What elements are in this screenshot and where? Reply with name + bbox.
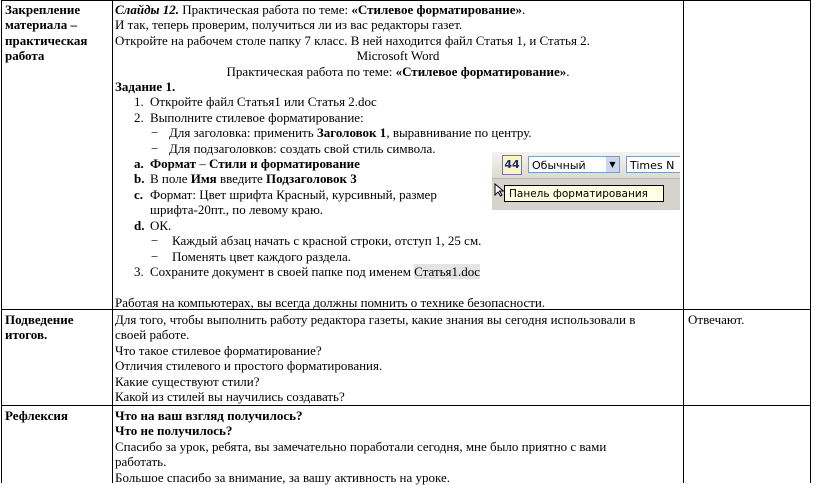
letter-text-bold: Имя <box>190 171 217 187</box>
row3-label-line: Рефлексия <box>5 408 68 423</box>
program-name: Microsoft Word <box>356 48 440 64</box>
practical-title-topic: «Стилевое форматирование» <box>395 63 567 79</box>
summary-line: своей работе. <box>115 327 190 343</box>
column-divider-2 <box>683 0 684 483</box>
table-border-left <box>1 0 2 483</box>
practical-title-end: . <box>566 63 570 79</box>
letter-text: Стили и форматирование <box>209 156 360 172</box>
toolbar-strip <box>492 152 680 179</box>
letter-text-bold: Подзаголовок 3 <box>266 171 357 187</box>
letter-text: ОК. <box>150 217 172 233</box>
dash-item <box>115 249 681 264</box>
reflection-question: Что на ваш взгляд получилось? <box>115 408 303 423</box>
dash-text: Для заголовка: применить <box>169 125 317 141</box>
chevron-down-icon[interactable]: ▼ <box>606 157 619 172</box>
dash-bullet: − <box>151 248 159 264</box>
highlighted-filename: Статья1.doc <box>414 263 481 279</box>
slides-line <box>115 2 681 17</box>
practical-title <box>115 64 681 79</box>
list-item <box>115 110 681 125</box>
list-number: 2. <box>134 109 144 125</box>
dash-text: , выравнивание по центру. <box>386 125 532 141</box>
list-item <box>115 264 681 279</box>
toolbar-tooltip: Панель форматирования <box>504 185 664 202</box>
letter-marker: a. <box>134 156 144 172</box>
row1-label-line: Закрепление <box>5 2 81 17</box>
safety-note: Работая на компьютерах, вы всегда должны помнить о технике безопасности. <box>115 294 546 310</box>
font-combo[interactable] <box>626 156 680 173</box>
dash-text: Поменять цвет каждого раздела. <box>172 248 351 264</box>
slides-end: . <box>521 2 526 17</box>
dash-bullet: − <box>151 125 159 141</box>
row2-right: Отвечают. <box>688 312 745 327</box>
reflection-line: Спасибо за урок, ребята, вы замечательно поработали сегодня, мне было приятно с вами <box>115 438 607 454</box>
slides-label: Слайды 12. <box>115 2 180 17</box>
dash-bullet: − <box>151 140 159 156</box>
row2-label <box>5 312 111 343</box>
letter-marker: d. <box>134 217 145 233</box>
dash-text: Для подзаголовков: создать свой стиль символа. <box>169 140 436 156</box>
style-combo-value: Обычный <box>532 159 586 172</box>
reflection-question: Что не получилось? <box>115 423 233 439</box>
summary-line: Какие существуют стили? <box>115 373 260 389</box>
letter-text: Формат: Цвет шрифта Красный, курсивный, размер <box>150 186 437 202</box>
table-border-top <box>1 0 811 1</box>
row2-label-line: Подведение <box>5 312 74 327</box>
row2-content <box>115 312 681 404</box>
letter-text: В поле <box>150 171 191 187</box>
dash-text-bold: Заголовок 1 <box>316 125 387 141</box>
dash-text: Каждый абзац начать с красной строки, отступ 1, 25 см. <box>172 233 482 249</box>
list-text: Сохраните документ в своей папке под именем <box>150 263 415 279</box>
reflection-line: работать. <box>115 454 167 470</box>
dash-item <box>115 125 681 140</box>
letter-text: – <box>196 156 210 172</box>
list-item <box>115 94 681 109</box>
row1-label-line: материала – <box>5 17 77 33</box>
letter-text: Формат <box>150 156 197 172</box>
summary-line: Для того, чтобы выполнить работу редактора газеты, какие знания вы сегодня использовали в <box>115 312 636 327</box>
row3-content <box>115 408 681 485</box>
intro-line: И так, теперь проверим, получиться ли из вас редакторы газет. <box>115 17 463 33</box>
letter-text: введите <box>216 171 267 187</box>
formatting-toolbar-picture <box>492 152 680 210</box>
task-title: Задание 1. <box>115 79 176 95</box>
letter-marker: c. <box>134 186 144 202</box>
practical-title-text: Практическая работа по теме: <box>226 63 396 79</box>
style-combo[interactable] <box>528 156 620 173</box>
dash-bullet: − <box>151 233 159 249</box>
list-number: 3. <box>134 263 144 279</box>
row1-label-line: практическая <box>5 32 88 48</box>
letter-text: шрифта-20пт., по левому краю. <box>150 202 324 218</box>
letter-item <box>115 218 681 233</box>
row2-label-line: итогов. <box>5 327 48 343</box>
spacer-line <box>115 279 681 294</box>
list-text: Выполните стилевое форматирование: <box>150 109 364 125</box>
list-text: Откройте файл Статья1 или Статья 2.doc <box>150 94 377 110</box>
styles-pane-icon[interactable]: 44 <box>502 155 522 175</box>
row1-label <box>5 2 111 64</box>
reflection-line: Большое спасибо за внимание, за вашу активность на уроке. <box>115 469 451 485</box>
row3-label <box>5 408 111 423</box>
row-divider-2 <box>1 405 811 406</box>
summary-line: Отличия стилевого и простого форматирования. <box>115 358 383 374</box>
slides-text: Практическая работа по теме: <box>179 2 352 17</box>
slides-topic: «Стилевое форматирование» <box>351 2 522 17</box>
summary-line: Какой из стилей вы научились создавать? <box>115 389 345 405</box>
font-combo-value: Times N <box>630 159 675 172</box>
table-border-right <box>810 0 811 483</box>
summary-line: Что такое стилевое форматирование? <box>115 342 322 358</box>
instruction-line: Откройте на рабочем столе папку 7 класс. В ней находится файл Статья 1, и Статья 2. <box>115 32 590 48</box>
column-divider-1 <box>112 0 113 483</box>
dash-item <box>115 233 681 248</box>
list-number: 1. <box>134 94 144 110</box>
letter-marker: b. <box>134 171 145 187</box>
row1-label-line: работа <box>5 48 45 64</box>
